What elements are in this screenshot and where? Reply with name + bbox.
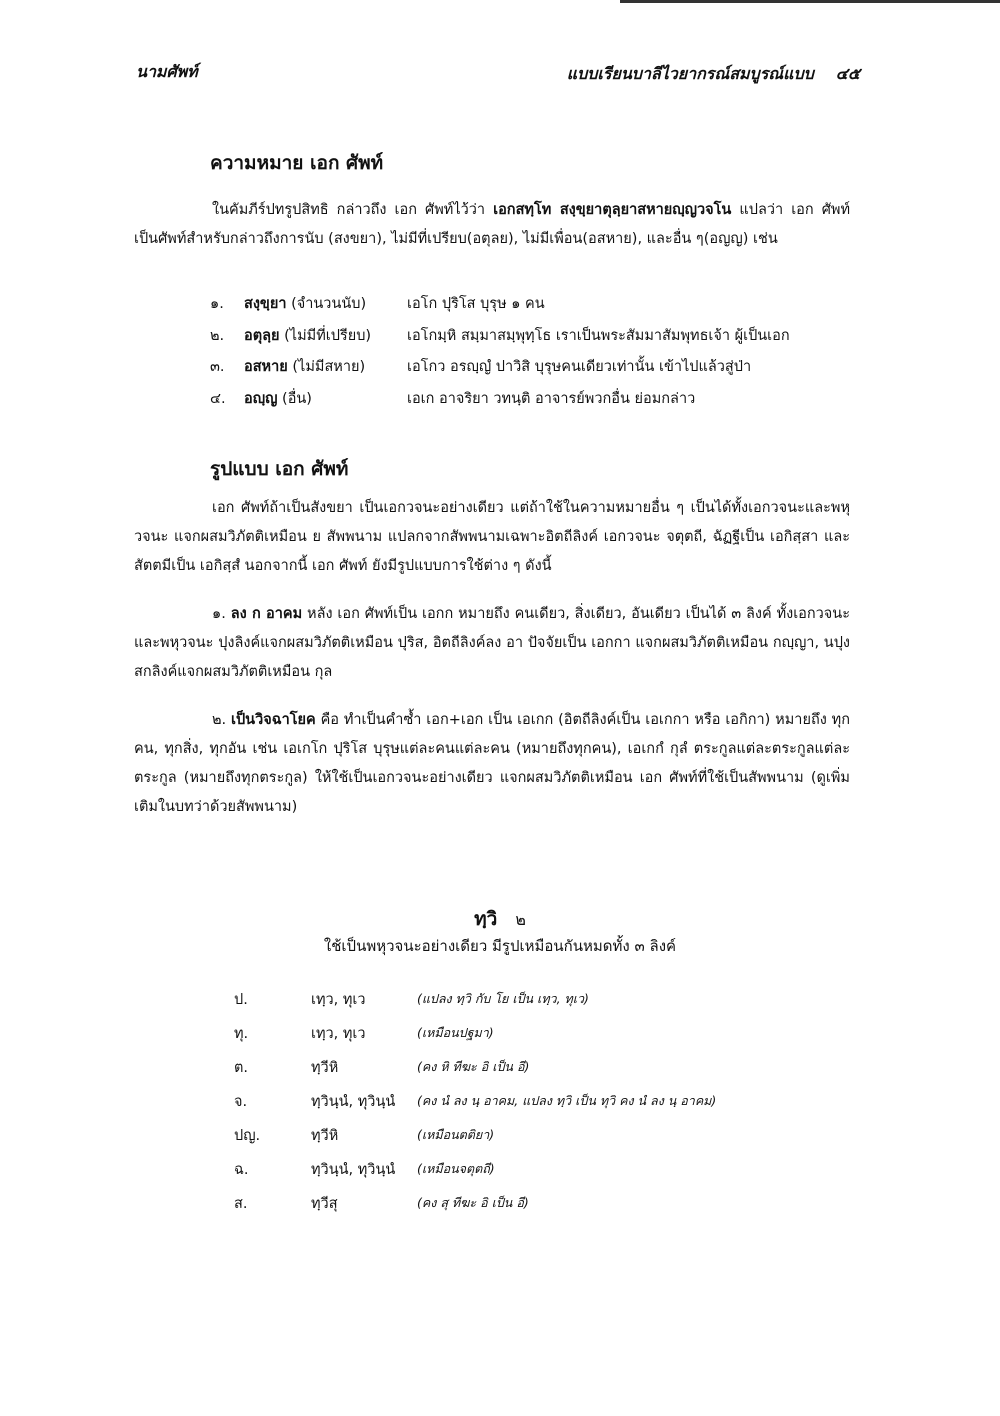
word-form: ทฺวีหิ: [311, 1127, 339, 1144]
top-border-line: [620, 0, 1000, 3]
page-number: ๔๕: [835, 64, 860, 83]
item-gloss: (จำนวนนับ): [286, 296, 367, 313]
running-header-left: นามศัพท์: [136, 62, 198, 81]
declension-title: [0, 904, 1000, 934]
form-note: (คง นํ ลง นฺ อาคม, แปลง ทฺวิ เป็น ทุวิ คง นํ ลง นฺ อาคม): [417, 1093, 717, 1108]
section-heading-meaning: ความหมาย เอก ศัพท์: [210, 152, 384, 174]
case-label: ส.: [234, 1195, 248, 1212]
running-header-right: [567, 62, 860, 87]
item-gloss: (อื่น): [277, 390, 312, 407]
table-row: [234, 982, 794, 1016]
paragraph-forms-intro: [134, 494, 850, 581]
item-term: อสหาย: [244, 359, 288, 376]
case-label: ฉ.: [234, 1161, 249, 1178]
table-row: [234, 1186, 794, 1220]
table-row: [234, 1118, 794, 1152]
item-term: อญฺญ: [244, 390, 278, 407]
form-note: (คง สุ ทีฆะ อิ เป็น อี): [417, 1195, 529, 1210]
paragraph-text: คือ ทำเป็นคำซ้ำ เอก+เอก เป็น เอเกก (อิตถีลิงค์เป็น เอเกกา หรือ เอกิกา) หมายถึง ทุกคน, ทุกสิ่ง, ทุกอัน เช่น เอเกโก ปุริโส บุรุษแต่ละคนแต่ละคน (หมายถึงทุกคน), เอเกกํ กุลํ ตระกูลแต่ละตระกูลแต่ละตระกูล (หมายถึงทุกตระกูล) ให้ใช้เป็นเอกวจนะอย่างเดียว แจกผสมวิภัตติเหมือน เอก ศัพท์ที่ใช้เป็นสัพพนาม (ดูเพิ่มเติมในบทว่าด้วยสัพพนาม): [134, 712, 850, 815]
case-label: ป.: [234, 991, 248, 1008]
table-row: [234, 1050, 794, 1084]
item-example: เอโกมฺหิ สมฺมาสมฺพุทฺโธ เราเป็นพระสัมมาสัมพุทธเจ้า ผู้เป็นเอก: [407, 327, 790, 344]
form-note: (แปลง ทฺวิ กับ โย เป็น เทฺว, ทุเว): [417, 991, 589, 1006]
item-number: ๒.: [212, 712, 232, 728]
case-label: ทุ.: [234, 1025, 249, 1042]
item-number: ๒.: [210, 327, 225, 344]
word-form: เทฺว, ทุเว: [311, 991, 366, 1008]
table-row: [234, 1016, 794, 1050]
paragraph-text: ในคัมภีร์ปทรูปสิทธิ กล่าวถึง เอก ศัพท์ไว้ว่า: [212, 202, 494, 218]
book-title: แบบเรียนบาลีไวยากรณ์สมบูรณ์แบบ: [566, 64, 814, 83]
form-note: (เหมือนปฐมา): [417, 1025, 494, 1040]
rule-title: เป็นวิจฉาโยค: [231, 712, 316, 728]
section-heading-forms: รูปแบบ เอก ศัพท์: [210, 458, 349, 480]
word-form: ทฺวีสุ: [311, 1195, 338, 1212]
item-number: ๑.: [212, 606, 231, 622]
meaning-list: [210, 288, 850, 414]
item-example: เอโกว อรญฺญํ ปาวิสิ บุรุษคนเดียวเท่านั้น เข้าไปแล้วสู่ป่า: [407, 359, 752, 376]
item-example: เอเก อาจริยา วทนฺติ อาจารย์พวกอื่น ย่อมกล่าว: [407, 390, 696, 407]
word-form: ทฺวินฺนํ, ทุวินฺนํ: [311, 1093, 396, 1110]
list-item: [210, 383, 850, 415]
paragraph-text: หลัง เอก ศัพท์เป็น เอกก หมายถึง คนเดียว, สิ่งเดียว, อันเดียว เป็นได้ ๓ ลิงค์ ทั้งเอกวจนะและพหุวจนะ ปุงลิงค์แจกผสมวิภัตติเหมือน ปุริส, อิตถีลิงค์ลง อา ปัจจัยเป็น เอกกา แจกผสมวิภัตติเหมือน กญฺญา, นปุงสกลิงค์แจกผสมวิภัตติเหมือน กุล: [134, 606, 850, 680]
case-label: ปญ.: [234, 1127, 261, 1144]
pali-quote: เอกสทฺโท สงฺขฺยาตุลฺยาสหายญฺญวจโน: [493, 202, 732, 218]
form-note: (เหมือนจตุตถี): [417, 1161, 495, 1176]
declension-table: [234, 982, 794, 1220]
word-title: ทฺวิ: [474, 908, 498, 930]
paragraph-text: แปลว่า เอก ศัพท์ เป็นศัพท์สำหรับกล่าวถึงการนับ (สงขยา), ไม่มีที่เปรียบ(อตุลย), ไม่มีเพื่อน(อสหาย), และอื่น ๆ(อญญ) เช่น: [134, 202, 851, 247]
item-number: ๑.: [210, 296, 224, 313]
word-number: ๒: [515, 910, 526, 929]
case-label: ต.: [234, 1059, 249, 1076]
word-form: เทฺว, ทุเว: [311, 1025, 366, 1042]
table-row: [234, 1152, 794, 1186]
word-form: ทฺวินฺนํ, ทุวินฺนํ: [311, 1161, 396, 1178]
word-form: ทฺวีหิ: [311, 1059, 339, 1076]
item-example: เอโก ปุริโส บุรุษ ๑ คน: [407, 296, 545, 313]
item-gloss: (ไม่มีสหาย): [287, 359, 366, 376]
declension-subtitle: ใช้เป็นพหุวจนะอย่างเดียว มีรูปเหมือนกันหมดทั้ง ๓ ลิงค์: [323, 937, 677, 955]
item-number: ๔.: [210, 390, 226, 407]
item-number: ๓.: [210, 359, 225, 376]
paragraph-vicchayoga: [134, 706, 850, 822]
list-item: [210, 288, 850, 320]
list-item: [210, 351, 850, 383]
item-term: สงฺขฺยา: [244, 296, 287, 313]
paragraph-text: เอก ศัพท์ถ้าเป็นสังขยา เป็นเอกวจนะอย่างเดียว แต่ถ้าใช้ในความหมายอื่น ๆ เป็นได้ทั้งเอกวจนะและพหุวจนะ แจกผสมวิภัตติเหมือน ย สัพพนาม แปลกจากสัพพนามเฉพาะอิตถีลิงค์ เอกวจนะ จตุตถี, ฉัฏฐีเป็น เอกิสฺสา และสัตตมีเป็น เอกิสฺสํ นอกจากนี้ เอก ศัพท์ ยังมีรูปแบบการใช้ต่าง ๆ ดังนี้: [134, 500, 850, 574]
form-note: (เหมือนตติยา): [417, 1127, 495, 1142]
table-row: [234, 1084, 794, 1118]
form-note: (คง หิ ทีฆะ อิ เป็น อี): [417, 1059, 530, 1074]
paragraph-ka-agama: [134, 600, 850, 687]
item-gloss: (ไม่มีที่เปรียบ): [279, 327, 372, 344]
paragraph-meaning: [134, 196, 850, 254]
case-label: จ.: [234, 1093, 248, 1110]
rule-title: ลง ก อาคม: [230, 606, 303, 622]
list-item: [210, 320, 850, 352]
item-term: อตุลฺย: [244, 327, 280, 344]
